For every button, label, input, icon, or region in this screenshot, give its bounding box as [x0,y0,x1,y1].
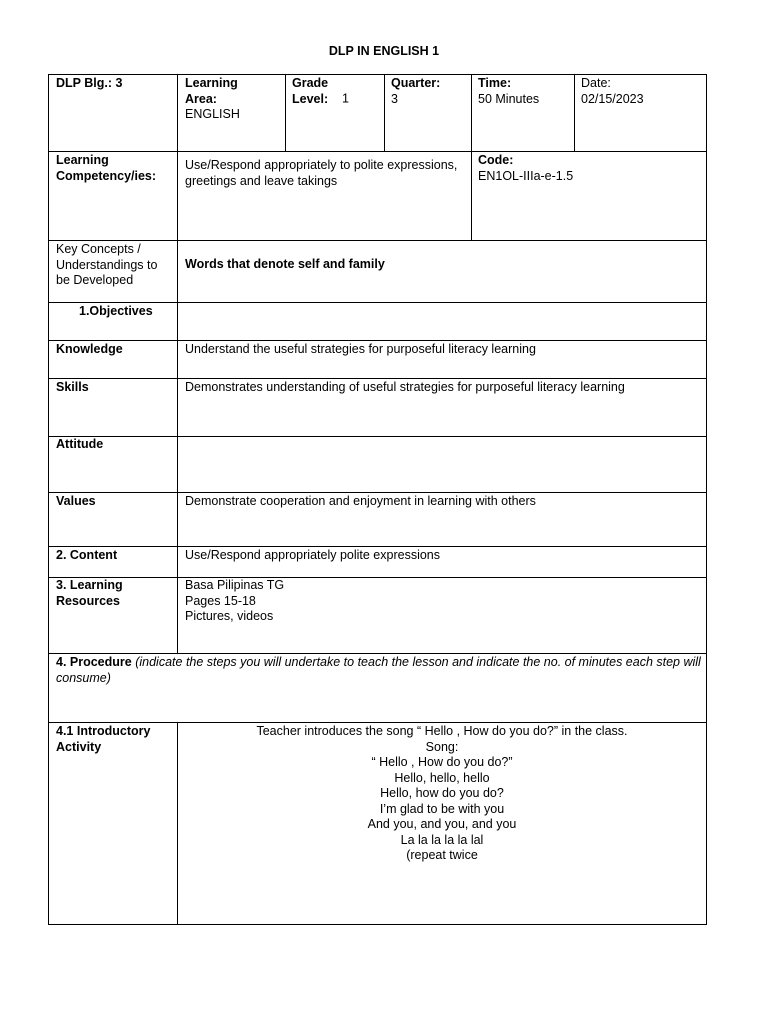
grade-level-label: Grade Level: [292,76,329,106]
time-cell [478,76,570,107]
table-rule [48,653,707,654]
skills-value: Demonstrates understanding of useful strategies for purposeful literacy learning [185,380,625,394]
song-line: And you, and you, and you [367,817,517,831]
song-line: Hello, how do you do? [380,786,504,800]
learning-area-cell [185,76,283,123]
key-concepts-value: Words that denote self and family [185,257,385,271]
quarter-value: 3 [391,91,398,106]
quarter-cell [391,76,469,107]
dlp-number: DLP Blg.: 3 [56,76,123,90]
song-line: I’m glad to be with you [379,801,505,816]
table-rule [48,924,707,925]
knowledge-label: Knowledge [56,342,123,356]
document-title: DLP IN ENGLISH 1 [328,44,440,58]
table-rule [48,74,49,925]
time-value: 50 Minutes [478,91,540,106]
resource-item: Basa Pilipinas TG [185,578,285,592]
attitude-label: Attitude [56,437,104,451]
table-rule [706,74,707,925]
resources-label: 3. Learning Resources [56,578,123,608]
values-label: Values [56,494,96,508]
competency-label: Learning Competency/ies: [56,153,157,183]
table-rule [48,546,707,547]
time-label: Time: [478,76,512,90]
content-label: 2. Content [56,548,118,562]
values-value: Demonstrate cooperation and enjoyment in learning with others [185,494,536,508]
date-cell [581,76,703,107]
procedure-heading [56,655,702,686]
table-rule [48,722,707,723]
song-line: La la la la la lal [400,832,484,847]
resource-item: Pages 15-18 [185,593,256,608]
table-rule [48,378,707,379]
date-label: Date: [581,76,611,90]
introductory-label: 4.1 Introductory Activity [56,724,151,754]
date-value: 02/15/2023 [581,91,644,106]
song-line: Hello, hello, hello [394,770,490,785]
song-line: (repeat twice [406,848,478,862]
knowledge-value: Understand the useful strategies for purposeful literacy learning [185,342,536,356]
table-rule [48,492,707,493]
introductory-content [178,724,706,864]
content-value: Use/Respond appropriately polite expressions [185,548,441,562]
table-rule [471,74,472,240]
table-rule [177,74,178,653]
procedure-note: (indicate the steps you will undertake to teach the lesson and indicate the no. of minutes each step will consume) [56,655,701,685]
table-rule [48,151,707,152]
objectives-label: 1.Objectives [79,304,153,318]
grade-level-cell [292,76,380,107]
table-rule [285,74,286,151]
table-rule [48,74,707,75]
skills-label: Skills [56,380,89,394]
table-rule [48,240,707,241]
procedure-label: 4. Procedure [56,655,132,669]
table-rule [48,302,707,303]
dlp-table [48,74,707,925]
learning-area-label: Learning Area: [185,76,238,106]
learning-area-value: ENGLISH [185,107,240,121]
resources-list [185,578,700,625]
competency-value: Use/Respond appropriately to polite expressions, greetings and leave takings [185,158,458,188]
grade-level-value: 1 [342,91,349,106]
table-rule [48,340,707,341]
key-concepts-label: Key Concepts / Understandings to be Developed [56,242,158,287]
code-value: EN1OL-IIIa-e-1.5 [478,168,574,183]
competency-code-cell [478,153,698,184]
code-label: Code: [478,153,514,167]
song-line: Song: [425,739,459,754]
table-rule [384,74,385,151]
table-rule [574,74,575,151]
quarter-label: Quarter: [391,76,441,90]
song-line: Teacher introduces the song “ Hello , How do you do?” in the class. [256,724,628,738]
song-line: “ Hello , How do you do?” [371,755,513,769]
resource-item: Pictures, videos [185,609,274,623]
